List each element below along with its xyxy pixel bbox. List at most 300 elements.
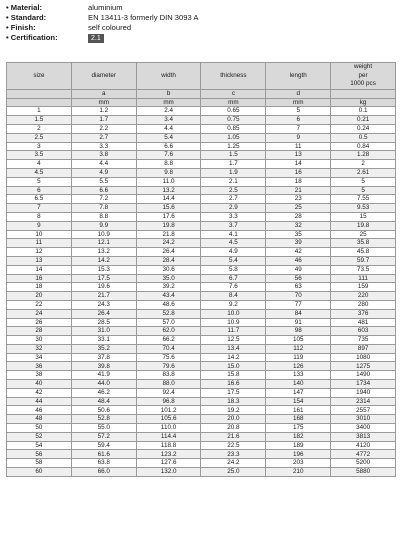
table-cell: 52.8 [71, 415, 136, 424]
table-cell: 140 [266, 380, 331, 389]
table-cell: 66.2 [136, 336, 201, 345]
table-cell: 15.3 [71, 265, 136, 274]
spec-label: • Material: [6, 3, 42, 12]
spec-value [88, 33, 104, 43]
letter-cell: c [201, 89, 266, 98]
table-cell: 79.6 [136, 362, 201, 371]
table-row [7, 362, 396, 371]
table-row [7, 116, 396, 125]
table-cell: 14 [7, 265, 72, 274]
table-cell: 56 [7, 450, 72, 459]
table-cell: 63 [266, 283, 331, 292]
table-row [7, 353, 396, 362]
table-row [7, 212, 396, 221]
table-cell: 9.9 [71, 221, 136, 230]
unit-cell: mm [266, 98, 331, 107]
table-row [7, 327, 396, 336]
table-row [7, 256, 396, 265]
table-cell: 24.2 [201, 459, 266, 468]
table-cell: 46 [7, 406, 72, 415]
table-row [7, 459, 396, 468]
table-cell: 1.5 [201, 151, 266, 160]
table-cell: 2 [7, 124, 72, 133]
table-cell: 210 [266, 468, 331, 477]
table-cell: 1275 [331, 362, 396, 371]
table-cell: 8.4 [201, 292, 266, 301]
table-row [7, 142, 396, 151]
table-cell: 17.5 [201, 388, 266, 397]
table-cell: 92.4 [136, 388, 201, 397]
table-cell: 14 [266, 160, 331, 169]
table-cell: 0.24 [331, 124, 396, 133]
table-cell: 10.9 [201, 318, 266, 327]
table-row [7, 432, 396, 441]
table-cell: 20.8 [201, 424, 266, 433]
table-cell: 38 [7, 371, 72, 380]
table-cell: 70.4 [136, 344, 201, 353]
table-cell: 14.2 [71, 256, 136, 265]
spec-label: • Finish: [6, 22, 36, 32]
table-cell: 24 [7, 309, 72, 318]
table-row [7, 177, 396, 186]
table-cell: 2.7 [71, 133, 136, 142]
table-cell: 7.8 [71, 204, 136, 213]
table-cell: 19.2 [201, 406, 266, 415]
table-cell: 897 [331, 344, 396, 353]
table-cell: 8.8 [71, 212, 136, 221]
table-cell: 44.0 [71, 380, 136, 389]
table-cell: 14.4 [136, 195, 201, 204]
unit-cell [7, 98, 72, 107]
spec-value: aluminium [88, 3, 123, 12]
table-cell: 16 [7, 274, 72, 283]
table-cell: 16 [266, 168, 331, 177]
table-cell: 41.9 [71, 371, 136, 380]
table-cell: 154 [266, 397, 331, 406]
table-cell: 220 [331, 292, 396, 301]
table-cell: 2.1 [201, 177, 266, 186]
table-cell: 17.5 [71, 274, 136, 283]
table-cell: 5.8 [201, 265, 266, 274]
table-cell: 88.0 [136, 380, 201, 389]
table-cell: 61.6 [71, 450, 136, 459]
table-cell: 735 [331, 336, 396, 345]
table-cell: 21.7 [71, 292, 136, 301]
table-cell: 9 [7, 221, 72, 230]
table-cell: 6 [7, 186, 72, 195]
col-header-diameter: diameter [71, 63, 136, 90]
table-cell: 21 [266, 186, 331, 195]
table-cell: 54 [7, 441, 72, 450]
table-row [7, 292, 396, 301]
letter-cell [7, 89, 72, 98]
table-cell: 132.0 [136, 468, 201, 477]
table-cell: 0.1 [331, 107, 396, 116]
table-cell: 15 [331, 212, 396, 221]
table-cell: 13.2 [136, 186, 201, 195]
table-cell: 10.9 [71, 230, 136, 239]
table-cell: 2.7 [201, 195, 266, 204]
table-cell: 3 [7, 142, 72, 151]
table-cell: 23.3 [201, 450, 266, 459]
table-row [7, 406, 396, 415]
table-cell: 11.0 [136, 177, 201, 186]
table-cell: 44 [7, 397, 72, 406]
table-cell: 66.0 [71, 468, 136, 477]
table-cell: 52 [7, 432, 72, 441]
table-cell: 8 [7, 212, 72, 221]
certification-badge: 2.1 [88, 34, 104, 43]
table-cell: 83.8 [136, 371, 201, 380]
table-cell: 15.8 [201, 371, 266, 380]
table-cell: 133 [266, 371, 331, 380]
table-cell: 5 [331, 177, 396, 186]
table-cell: 13.2 [71, 248, 136, 257]
table-cell: 1.5 [7, 116, 72, 125]
table-row [7, 107, 396, 116]
table-cell: 123.2 [136, 450, 201, 459]
spec-standard [6, 13, 198, 23]
table-cell: 159 [331, 283, 396, 292]
table-cell: 4.4 [136, 124, 201, 133]
table-cell: 603 [331, 327, 396, 336]
table-cell: 42 [7, 388, 72, 397]
table-row [7, 230, 396, 239]
table-cell: 9 [266, 133, 331, 142]
table-cell: 147 [266, 388, 331, 397]
table-row [7, 151, 396, 160]
table-cell: 13 [7, 256, 72, 265]
spec-certification [6, 33, 198, 43]
table-cell: 3.8 [71, 151, 136, 160]
table-cell: 203 [266, 459, 331, 468]
table-cell: 9.2 [201, 300, 266, 309]
table-row [7, 441, 396, 450]
table-cell: 55.0 [71, 424, 136, 433]
table-unit-row [7, 98, 396, 107]
col-header-weight [331, 63, 396, 90]
table-header-row [7, 63, 396, 90]
table-cell: 48.4 [71, 397, 136, 406]
table-cell: 19.8 [136, 221, 201, 230]
table-cell: 20.0 [201, 415, 266, 424]
table-cell: 1 [7, 107, 72, 116]
table-cell: 24.2 [136, 239, 201, 248]
table-cell: 4.4 [71, 160, 136, 169]
table-cell: 7.2 [71, 195, 136, 204]
table-cell: 45.8 [331, 248, 396, 257]
table-row [7, 380, 396, 389]
table-cell: 3.7 [201, 221, 266, 230]
table-cell: 3813 [331, 432, 396, 441]
unit-cell: mm [71, 98, 136, 107]
table-cell: 13.4 [201, 344, 266, 353]
table-cell: 32 [7, 344, 72, 353]
unit-cell: kg [331, 98, 396, 107]
table-row [7, 468, 396, 477]
table-cell: 5.4 [136, 133, 201, 142]
table-cell: 110.0 [136, 424, 201, 433]
table-cell: 6.6 [71, 186, 136, 195]
table-cell: 21.8 [136, 230, 201, 239]
table-row [7, 265, 396, 274]
table-cell: 2 [331, 160, 396, 169]
table-cell: 11 [7, 239, 72, 248]
table-cell: 161 [266, 406, 331, 415]
table-cell: 376 [331, 309, 396, 318]
table-cell: 3010 [331, 415, 396, 424]
table-cell: 96.8 [136, 397, 201, 406]
table-cell: 46 [266, 256, 331, 265]
table-cell: 14.2 [201, 353, 266, 362]
table-cell: 12 [7, 248, 72, 257]
table-cell: 3.5 [7, 151, 72, 160]
table-cell: 48.6 [136, 300, 201, 309]
table-cell: 6.6 [136, 142, 201, 151]
table-cell: 52.8 [136, 309, 201, 318]
spec-material [6, 3, 198, 13]
table-cell: 57.2 [71, 432, 136, 441]
table-cell: 5200 [331, 459, 396, 468]
table-cell: 46.2 [71, 388, 136, 397]
table-cell: 35.2 [71, 344, 136, 353]
table-cell: 62.0 [136, 327, 201, 336]
table-cell: 4.9 [71, 168, 136, 177]
table-cell: 4.1 [201, 230, 266, 239]
table-row [7, 133, 396, 142]
table-cell: 30.6 [136, 265, 201, 274]
unit-cell: mm [136, 98, 201, 107]
table-cell: 114.4 [136, 432, 201, 441]
table-cell: 105.6 [136, 415, 201, 424]
table-cell: 2.61 [331, 168, 396, 177]
table-cell: 1080 [331, 353, 396, 362]
table-cell: 1.25 [201, 142, 266, 151]
table-cell: 0.84 [331, 142, 396, 151]
table-cell: 25 [331, 230, 396, 239]
table-cell: 0.65 [201, 107, 266, 116]
table-cell: 1.7 [71, 116, 136, 125]
table-cell: 25.0 [201, 468, 266, 477]
table-cell: 7 [7, 204, 72, 213]
table-cell: 21.6 [201, 432, 266, 441]
table-cell: 2.5 [7, 133, 72, 142]
table-cell: 58 [7, 459, 72, 468]
table-cell: 111 [331, 274, 396, 283]
table-cell: 119 [266, 353, 331, 362]
table-cell: 22 [7, 300, 72, 309]
table-cell: 20 [7, 292, 72, 301]
table-cell: 84 [266, 309, 331, 318]
weight-header-per: per [358, 71, 368, 79]
weight-header-pcs: 1000 pcs [350, 80, 376, 88]
table-row [7, 239, 396, 248]
table-cell: 22.5 [201, 441, 266, 450]
table-cell: 16.6 [201, 380, 266, 389]
table-cell: 168 [266, 415, 331, 424]
table-cell: 49 [266, 265, 331, 274]
col-header-length: length [266, 63, 331, 90]
table-cell: 127.6 [136, 459, 201, 468]
table-cell: 10.0 [201, 309, 266, 318]
table-row [7, 274, 396, 283]
table-cell: 2314 [331, 397, 396, 406]
table-letter-row [7, 89, 396, 98]
table-cell: 40 [7, 380, 72, 389]
table-row [7, 300, 396, 309]
table-row [7, 195, 396, 204]
table-cell: 30 [7, 336, 72, 345]
table-row [7, 168, 396, 177]
letter-cell [331, 89, 396, 98]
table-cell: 25 [266, 204, 331, 213]
table-cell: 15.6 [136, 204, 201, 213]
table-cell: 175 [266, 424, 331, 433]
table-cell: 77 [266, 300, 331, 309]
table-cell: 4.5 [201, 239, 266, 248]
table-cell: 1.05 [201, 133, 266, 142]
table-cell: 9.53 [331, 204, 396, 213]
table-cell: 2.5 [201, 186, 266, 195]
table-cell: 4120 [331, 441, 396, 450]
table-cell: 24.3 [71, 300, 136, 309]
table-row [7, 415, 396, 424]
table-cell: 59.4 [71, 441, 136, 450]
table-cell: 56 [266, 274, 331, 283]
table-cell: 481 [331, 318, 396, 327]
table-cell: 10 [7, 230, 72, 239]
spec-value: EN 13411-3 formerly DIN 3093 A [88, 12, 199, 22]
letter-cell: d [266, 89, 331, 98]
table-row [7, 221, 396, 230]
table-cell: 0.21 [331, 116, 396, 125]
table-cell: 126 [266, 362, 331, 371]
table-cell: 6.7 [201, 274, 266, 283]
table-cell: 2.4 [136, 107, 201, 116]
table-cell: 63.8 [71, 459, 136, 468]
table-cell: 28.4 [136, 256, 201, 265]
table-cell: 0.75 [201, 116, 266, 125]
table-cell: 35.0 [136, 274, 201, 283]
table-cell: 98 [266, 327, 331, 336]
table-cell: 11.7 [201, 327, 266, 336]
table-cell: 2557 [331, 406, 396, 415]
table-cell: 70 [266, 292, 331, 301]
table-cell: 5.5 [71, 177, 136, 186]
spec-label: • Certification: [6, 32, 58, 42]
table-cell: 3.3 [71, 142, 136, 151]
table-cell: 28 [7, 327, 72, 336]
table-cell: 182 [266, 432, 331, 441]
table-cell: 9.8 [136, 168, 201, 177]
table-cell: 3.4 [136, 116, 201, 125]
spec-label: • Standard: [6, 12, 47, 22]
table-cell: 4.9 [201, 248, 266, 257]
table-cell: 7 [266, 124, 331, 133]
table-cell: 28 [266, 212, 331, 221]
table-cell: 112 [266, 344, 331, 353]
table-cell: 4772 [331, 450, 396, 459]
col-header-thickness: thickness [201, 63, 266, 90]
table-cell: 0.5 [331, 133, 396, 142]
table-cell: 50.6 [71, 406, 136, 415]
table-cell: 1734 [331, 380, 396, 389]
table-cell: 57.0 [136, 318, 201, 327]
table-cell: 26 [7, 318, 72, 327]
table-row [7, 124, 396, 133]
table-cell: 11 [266, 142, 331, 151]
table-cell: 105 [266, 336, 331, 345]
table-cell: 3.3 [201, 212, 266, 221]
table-cell: 37.8 [71, 353, 136, 362]
table-cell: 60 [7, 468, 72, 477]
table-cell: 35 [266, 230, 331, 239]
table-cell: 0.85 [201, 124, 266, 133]
table-cell: 1.2 [71, 107, 136, 116]
table-cell: 13 [266, 151, 331, 160]
dimensions-table [6, 62, 396, 477]
table-cell: 1.7 [201, 160, 266, 169]
table-cell: 1.9 [201, 168, 266, 177]
letter-cell: a [71, 89, 136, 98]
table-cell: 1490 [331, 371, 396, 380]
col-header-size: size [7, 63, 72, 90]
table-cell: 19.8 [331, 221, 396, 230]
table-cell: 43.4 [136, 292, 201, 301]
table-cell: 189 [266, 441, 331, 450]
table-cell: 26.4 [71, 309, 136, 318]
table-cell: 2.2 [71, 124, 136, 133]
table-cell: 6 [266, 116, 331, 125]
table-cell: 280 [331, 300, 396, 309]
table-cell: 75.6 [136, 353, 201, 362]
table-row [7, 318, 396, 327]
table-row [7, 424, 396, 433]
table-cell: 101.2 [136, 406, 201, 415]
table-row [7, 371, 396, 380]
table-row [7, 283, 396, 292]
table-row [7, 204, 396, 213]
table-cell: 91 [266, 318, 331, 327]
table-cell: 33.1 [71, 336, 136, 345]
table-cell: 1.28 [331, 151, 396, 160]
spec-list [6, 3, 198, 43]
table-row [7, 450, 396, 459]
table-row [7, 186, 396, 195]
table-cell: 36 [7, 362, 72, 371]
col-header-width: width [136, 63, 201, 90]
table-cell: 5 [266, 107, 331, 116]
table-cell: 5.4 [201, 256, 266, 265]
table-cell: 73.5 [331, 265, 396, 274]
table-cell: 39 [266, 239, 331, 248]
table-cell: 34 [7, 353, 72, 362]
table-row [7, 160, 396, 169]
table-row [7, 344, 396, 353]
table-row [7, 388, 396, 397]
table-cell: 26.4 [136, 248, 201, 257]
table-cell: 12.1 [71, 239, 136, 248]
table-cell: 42 [266, 248, 331, 257]
table-cell: 4 [7, 160, 72, 169]
table-cell: 23 [266, 195, 331, 204]
table-row [7, 309, 396, 318]
table-cell: 8.8 [136, 160, 201, 169]
table-cell: 12.5 [201, 336, 266, 345]
weight-header-label: weight [353, 63, 373, 70]
letter-cell: b [136, 89, 201, 98]
table-cell: 18 [7, 283, 72, 292]
